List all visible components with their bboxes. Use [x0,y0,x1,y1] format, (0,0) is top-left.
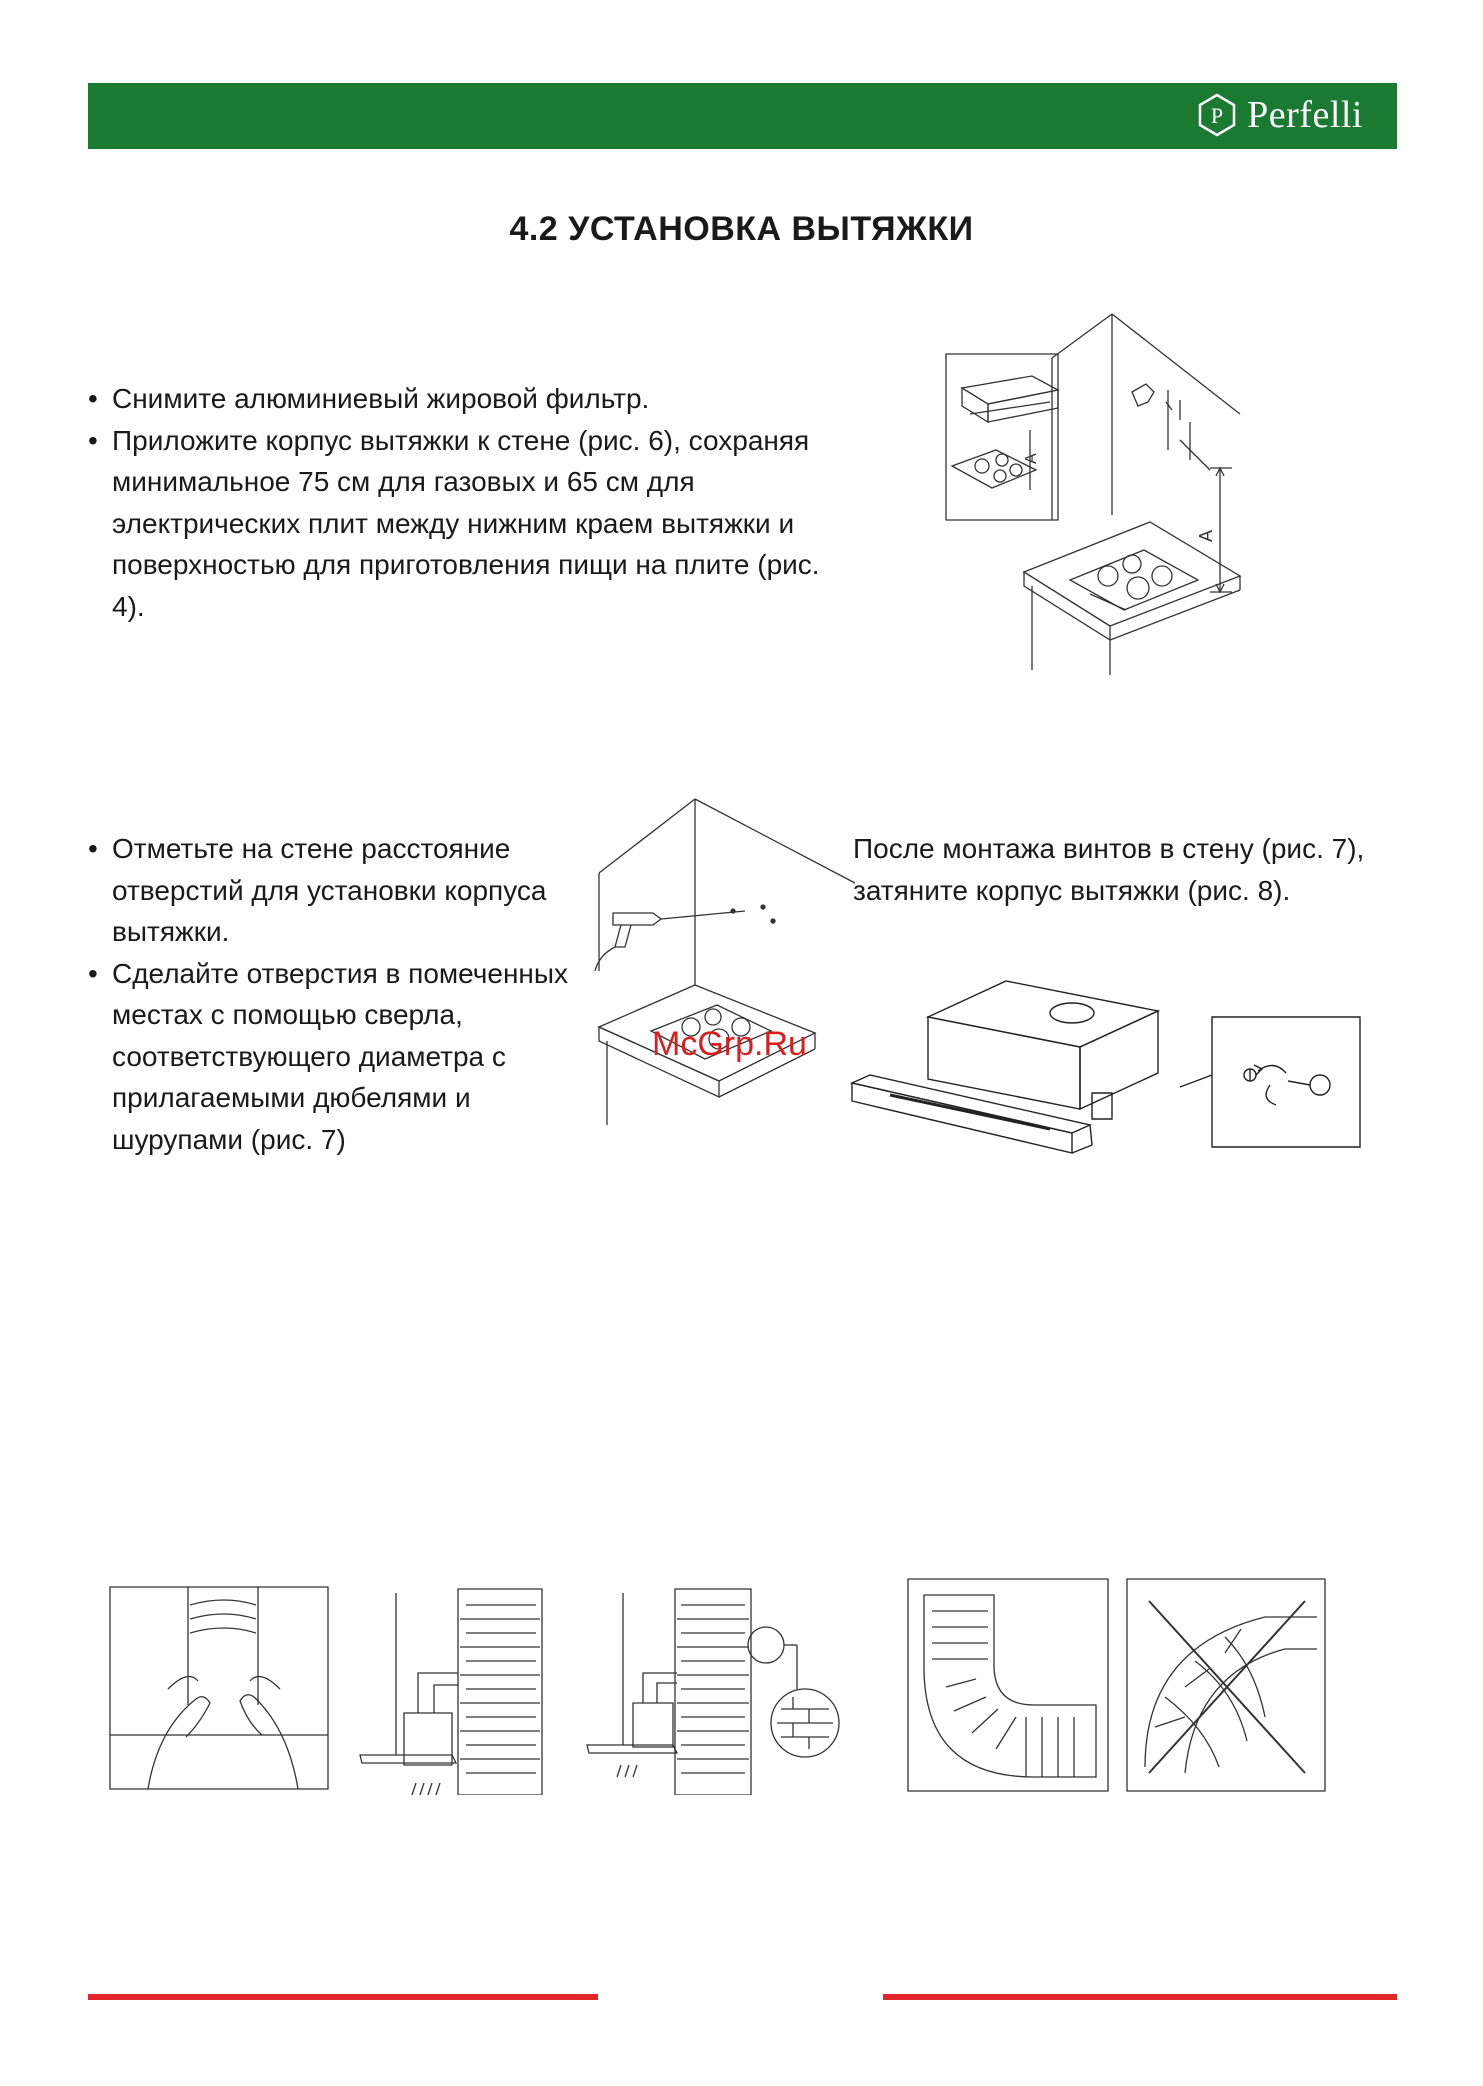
figure-drilling [585,795,870,1125]
svg-text:A: A [1196,529,1216,542]
header-bar [88,83,1397,149]
figure-remove-filter [108,1585,330,1791]
figure-hood-body [850,975,1365,1175]
dimension-label: A [1023,453,1040,464]
figure-duct-installation-1 [356,1585,556,1795]
instructions-step-2 [88,828,608,1160]
list-item: • Отметьте на стене расстояние отверстий для установки корпуса вытяжки. [88,828,608,953]
figure-duct-correct [906,1577,1110,1793]
brand-name: Perfelli [1247,94,1363,136]
brand-logo [1197,93,1363,137]
watermark: McGrp.Ru [652,1025,807,1063]
figure-duct-installation-2 [583,1585,848,1795]
perfelli-logo-icon [1197,93,1237,137]
list-item: • Приложите корпус вытяжки к стене (рис. 6), сохраняя минимальное 75 см для газовых и 65 см для электрических плит между нижним краем вытяжки и поверхностью для приготовления пищи на плите (рис. 4). [88,420,848,628]
figure-duct-incorrect [1125,1577,1327,1793]
svg-text:P: P [1211,103,1224,128]
page-title: 4.2 УСТАНОВКА ВЫТЯЖКИ [509,210,974,248]
instructions-step-3 [853,828,1413,911]
instructions-step-1 [88,378,848,627]
list-item: • Сделайте отверстия в помеченных местах с помощью сверла, соответствующего диаметра с прилагаемыми дюбелями и шурупами (рис. 7) [88,953,608,1161]
footer-divider-left [88,1994,598,2000]
list-item: • Снимите алюминиевый жировой фильтр. [88,378,848,420]
figure-hood-placement [940,310,1260,680]
footer-divider-right [883,1994,1397,2000]
paragraph: После монтажа винтов в стену (рис. 7), затяните корпус вытяжки (рис. 8). [853,833,1365,906]
